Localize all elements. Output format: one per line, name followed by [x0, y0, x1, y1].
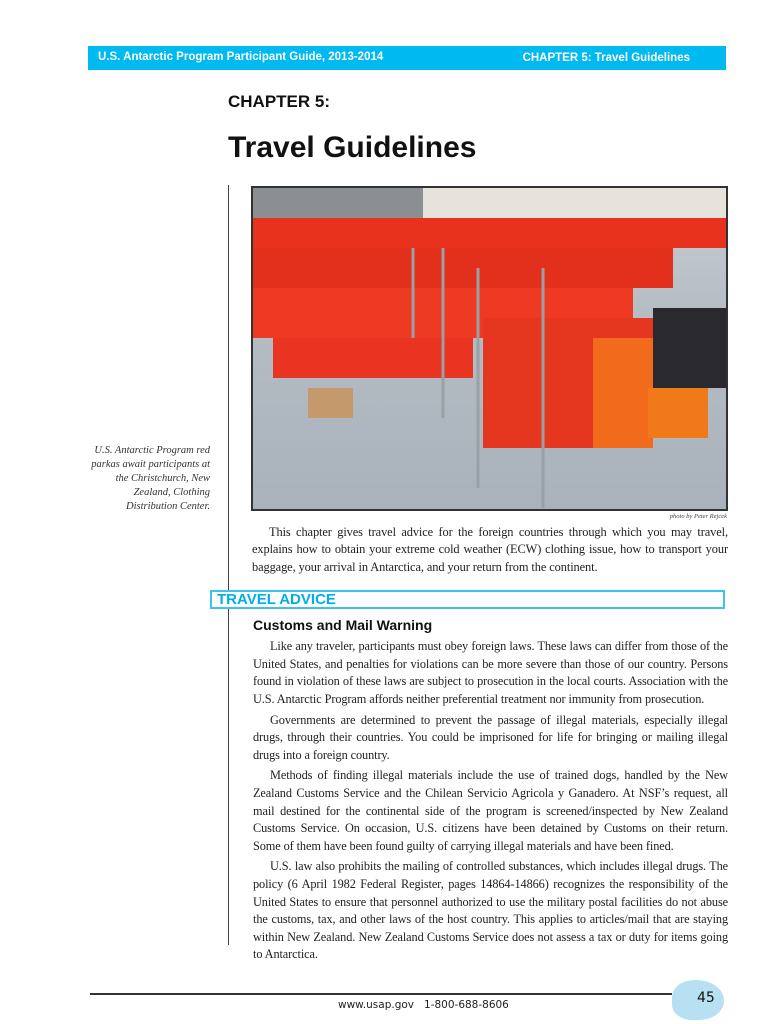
paragraph: U.S. law also prohibits the mailing of controlled substances, which includes illegal drugs. The policy (6 April 1982 Federal Register, pages 14864-14866) recognizes the responsibility of the United States to ensure that personnel authorized to use the military postal facilities do not abuse the customs, tax, and other laws of the host country. This applies to articles/mail that are staying within New Zealand. New Zealand Customs Service does not assess a tax or duty for items going to Antarctica. — [253, 859, 728, 962]
subheading: Customs and Mail Warning — [253, 617, 433, 634]
paragraph: Methods of finding illegal materials include the use of trained dogs, handled by the New Zealand Customs Service and the Chilean Servicio Agricola y Ganadero. At NSF’s request, all mail destined for the continental side of the program is screened/inspected by New Zealand Customs Service. On occasion, U.S. citizens have been detained by Customs on their return. Some of them have been found guilty of carrying illegal materials and have been fined. — [253, 768, 728, 853]
paragraph: Governments are determined to prevent the passage of illegal materials, especially illegal drugs, through their countries. You could be imprisoned for life for bringing or mailing illegal drugs into a foreign country. — [253, 712, 728, 762]
footer-rule — [90, 993, 672, 995]
section-heading: TRAVEL ADVICE — [210, 590, 725, 609]
parkas-photo — [251, 186, 728, 511]
body-text — [253, 638, 728, 964]
chapter-label: CHAPTER 5: — [228, 92, 331, 111]
header-chapter: CHAPTER 5: Travel Guidelines — [522, 52, 690, 64]
photo-credit: photo by Peter Rejcek — [669, 513, 727, 520]
main-text-flow — [210, 524, 728, 967]
photo-caption: U.S. Antarctic Program red parkas await participants at the Christchurch, New Zealand, Clothing Distribution Center. — [91, 445, 210, 512]
footer-contact: www.usap.gov 1-800-688-8606 — [338, 999, 509, 1011]
intro-paragraph: This chapter gives travel advice for the foreign countries through which you may travel, explains how to obtain your extreme cold weather (ECW) clothing issue, how to transport your baggage, your arrival in Antarctica, and your return from the continent. — [252, 525, 728, 574]
paragraph: Like any traveler, participants must obey foreign laws. These laws can differ from those of the United States, and penalties for violations can be more severe than those of our country. Persons found in violation of these laws are subject to prosecution in the local courts. Association with the U.S. Antarctic Program affords neither preferential treatment nor immunity from prosecution. — [253, 639, 728, 706]
page-number: 45 — [697, 990, 715, 1006]
running-header — [88, 46, 726, 70]
page-title: Travel Guidelines — [228, 131, 477, 164]
header-guide-title: U.S. Antarctic Program Participant Guide, 2013-2014 — [98, 51, 384, 63]
